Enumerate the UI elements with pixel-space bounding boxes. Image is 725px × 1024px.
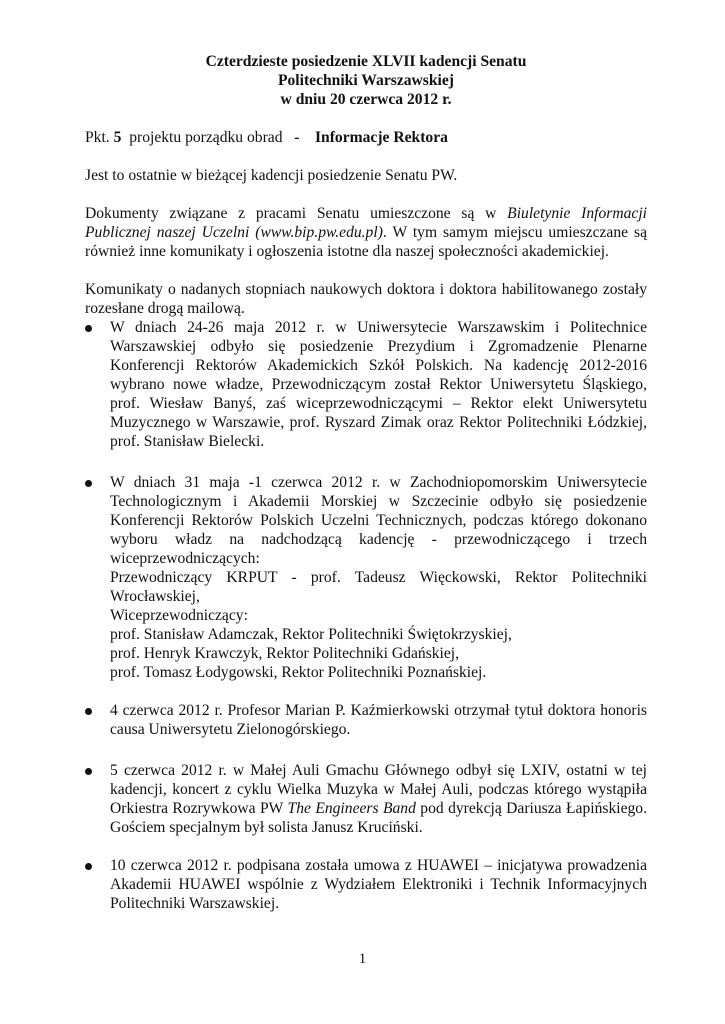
announcement-honoris-causa: 4 czerwca 2012 r. Profesor Marian P. Kaźmierkowski otrzymał tytuł doktora honoris causa Uniwersytetu Zielonogórskiego. (110, 702, 647, 738)
title-line-university: Politechniki Warszawskiej (277, 72, 454, 89)
list-item (85, 701, 647, 739)
bullet-icon (85, 325, 92, 332)
announcement-krput-chair: Przewodniczący KRPUT - prof. Tadeusz Więckowski, Rektor Politechniki Wrocławskiej, (110, 569, 647, 605)
announcement-krput-vice-label: Wiceprzewodniczący: (110, 607, 248, 624)
announcement-krput-intro: W dniach 31 maja -1 czerwca 2012 r. w Zachodniopomorskim Uniwersytecie Technologicznym i Akademii Morskiej w Szczecinie odbyło się posiedzenie Konferencji Rektorów Polskich Uczelni Technicznych, podczas którego dokonano wyboru władz na nadchodzącą kadencję - przewodniczącego i trzech wiceprzewodniczących: (110, 474, 647, 567)
bullet-icon (85, 863, 92, 870)
bullet-icon (85, 708, 92, 715)
agenda-prefix: Pkt. (85, 129, 114, 146)
announcement-huawei: 10 czerwca 2012 r. podpisana została umowa z HUAWEI – inicjatywa prowadzenia Akademii HUAWEI wspólnie z Wydziałem Elektroniki i Technik Informacyjnych Politechniki Warszawskiej. (110, 857, 647, 912)
document-title (85, 52, 647, 109)
band-name: The Engineers Band (287, 800, 416, 817)
agenda-dash: - (294, 129, 300, 146)
list-item (85, 761, 647, 837)
document-page (85, 52, 647, 913)
intro-paragraph-last-session: Jest to ostatnie w bieżącej kadencji posiedzenie Senatu PW. (85, 167, 458, 184)
bullet-icon (85, 480, 92, 487)
bullet-icon (85, 768, 92, 775)
announcement-krput-vice-3: prof. Tomasz Łodygowski, Rektor Politechniki Poznańskiej. (110, 664, 487, 681)
documents-text-end: . W tym samym miejscu umieszczane są również inne komunikaty i ogłoszenia istotne dla naszej społeczności akademickiej. (85, 224, 647, 260)
agenda-spacer (299, 129, 315, 146)
list-item (85, 473, 647, 682)
agenda-middle: projektu porządku obrad (121, 129, 295, 146)
bip-reference: Biuletynie Informacji Publicznej naszej Uczelni (www.bip.pw.edu.pl) (85, 205, 647, 241)
title-line-session: Czterdzieste posiedzenie XLVII kadencji Senatu (205, 53, 527, 70)
page-number: 1 (358, 951, 367, 967)
list-item (85, 856, 647, 913)
announcement-krput-vice-2: prof. Henryk Krawczyk, Rektor Politechniki Gdańskiej, (110, 645, 460, 662)
intro-paragraph-documents (85, 204, 647, 261)
agenda-topic: Informacje Rektora (314, 129, 448, 146)
announcements-list (85, 318, 647, 913)
documents-text-start: Dokumenty związane z pracami Senatu umieszczone są w (85, 205, 508, 222)
agenda-number: 5 (113, 129, 122, 146)
announcement-krasp: W dniach 24-26 maja 2012 r. w Uniwersytecie Warszawskim i Politechnice Warszawskiej odbyło się posiedzenie Prezydium i Zgromadzenie Plenarne Konferencji Rektorów Akademickich Szkół Polskich. Na kadencję 2012-2016 wybrano nowe władze, Przewodniczącym został Rektor Uniwersytetu Śląskiego, prof. Wiesław Banyś, zaś wiceprzewodniczącymi – Rektor elekt Uniwersytetu Muzycznego w Warszawie, prof. Ryszard Zimak oraz Rektor Politechniki Łódzkiej, prof. Stanisław Bielecki. (110, 319, 647, 450)
agenda-point (85, 128, 647, 147)
announcement-krput-vice-1: prof. Stanisław Adamczak, Rektor Politechniki Świętokrzyskiej, (110, 626, 512, 643)
title-line-date: w dniu 20 czerwca 2012 r. (280, 91, 452, 108)
list-item (85, 318, 647, 451)
announcement-concert-start: 5 czerwca 2012 r. w Małej Auli Gmachu Głównego odbył się LXIV, ostatni w tej kadencji, koncert z cyklu Wielka Muzyka w Małej Auli, podczas którego wystąpiła Orkiestra Rozrywkowa PW (110, 762, 647, 817)
intro-paragraph-degrees: Komunikaty o nadanych stopniach naukowych doktora i doktora habilitowanego zostały rozesłane drogą mailową. (85, 281, 647, 317)
announcement-concert-end: pod dyrekcją Dariusza Łapińskiego. Gościem specjalnym był solista Janusz Kruciński. (110, 800, 647, 836)
